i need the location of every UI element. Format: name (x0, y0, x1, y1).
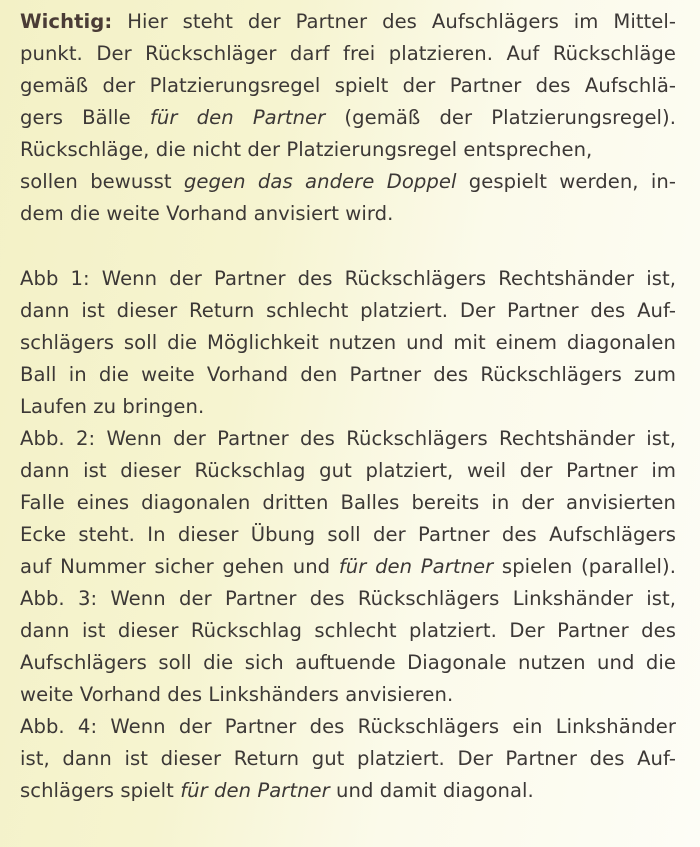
text-line (20, 615, 676, 647)
text-line (20, 679, 676, 711)
text-line (20, 327, 676, 359)
abb2-paragraph (20, 423, 676, 583)
text-line (20, 423, 676, 455)
text-line (20, 70, 676, 102)
text-segment: dann ist dieser Return schlecht platziert. Der Partner des Auf- (20, 299, 676, 322)
text-line (20, 647, 676, 679)
emphasis: gegen das andere Doppel (183, 170, 457, 193)
text-segment: weite Vorhand des Linkshänders anvisieren. (20, 683, 454, 706)
text-line (20, 455, 676, 487)
text-line (20, 102, 676, 134)
text-segment: (gemäß der Platzierungsregel). (325, 106, 676, 129)
text-line (20, 391, 676, 423)
emphasis: für den Partner (180, 779, 330, 802)
text-segment: schlägers spielt (20, 779, 181, 802)
text-segment: Laufen zu bringen. (20, 395, 205, 418)
text-segment: gemäß der Platzierungsregel spielt der Partner des Aufschlä- (20, 74, 676, 97)
text-line (20, 38, 676, 70)
intro-paragraph (20, 6, 676, 230)
text-line (20, 519, 676, 551)
text-segment: Ball in die weite Vorhand den Partner des Rückschlägers zum (20, 363, 676, 386)
text-line (20, 166, 676, 198)
text-line (20, 6, 676, 38)
text-line (20, 263, 676, 295)
text-segment: Hier steht der Partner des Aufschlägers im Mittel- (127, 10, 676, 33)
text-segment: punkt. Der Rückschläger darf frei platzieren. Auf Rückschläge (20, 42, 676, 65)
text-segment: Abb. 4: Wenn der Partner des Rückschlägers ein Linkshänder (20, 715, 676, 738)
text-segment: Aufschlägers soll die sich auftuende Diagonale nutzen und die (20, 651, 676, 674)
text-segment: Abb 1: Wenn der Partner des Rückschlägers Rechtshänder ist, (20, 267, 676, 290)
emphasis: für den Partner (338, 555, 494, 578)
text-segment: dann ist dieser Rückschlag schlecht platziert. Der Partner des (20, 619, 676, 642)
abb3-paragraph (20, 583, 676, 711)
text-segment: Abb. 3: Wenn der Partner des Rückschlägers Linkshänder ist, (20, 587, 676, 610)
paragraph-gap (20, 230, 676, 263)
text-segment: ist, dann ist dieser Return gut platziert. Der Partner des Auf- (20, 747, 676, 770)
text-line (20, 551, 676, 583)
text-segment: Falle eines diagonalen dritten Balles bereits in der anvisierten (20, 491, 676, 514)
text-segment: und damit diagonal. (329, 779, 534, 802)
emphasis: für den Partner (149, 106, 326, 129)
text-segment: Ecke steht. In dieser Übung soll der Partner des Aufschlägers (20, 523, 676, 546)
text-segment: Abb. 2: Wenn der Partner des Rückschlägers Rechtshänder ist, (20, 427, 676, 450)
text-line (20, 198, 676, 230)
text-segment: gers Bälle (20, 106, 150, 129)
text-segment: schlägers soll die Möglichkeit nutzen und mit einem diagonalen (20, 331, 676, 354)
abb4-paragraph (20, 711, 676, 807)
text-line (20, 295, 676, 327)
text-segment: dem die weite Vorhand anvisiert wird. (20, 202, 394, 225)
abb1-paragraph (20, 263, 676, 423)
text-line (20, 487, 676, 519)
text-segment: sollen bewusst (20, 170, 184, 193)
text-line (20, 583, 676, 615)
text-segment: Rückschläge, die nicht der Platzierungsregel entsprechen, (20, 138, 593, 161)
text-segment: gespielt werden, in- (456, 170, 676, 193)
text-line (20, 775, 676, 807)
text-line (20, 359, 676, 391)
important-label: Wichtig: (20, 10, 113, 33)
text-segment: spielen (parallel). (493, 555, 676, 578)
text-line (20, 711, 676, 743)
text-segment: auf Nummer sicher gehen und (20, 555, 339, 578)
text-line (20, 743, 676, 775)
text-segment: dann ist dieser Rückschlag gut platziert, weil der Partner im (20, 459, 676, 482)
text-line (20, 134, 676, 166)
